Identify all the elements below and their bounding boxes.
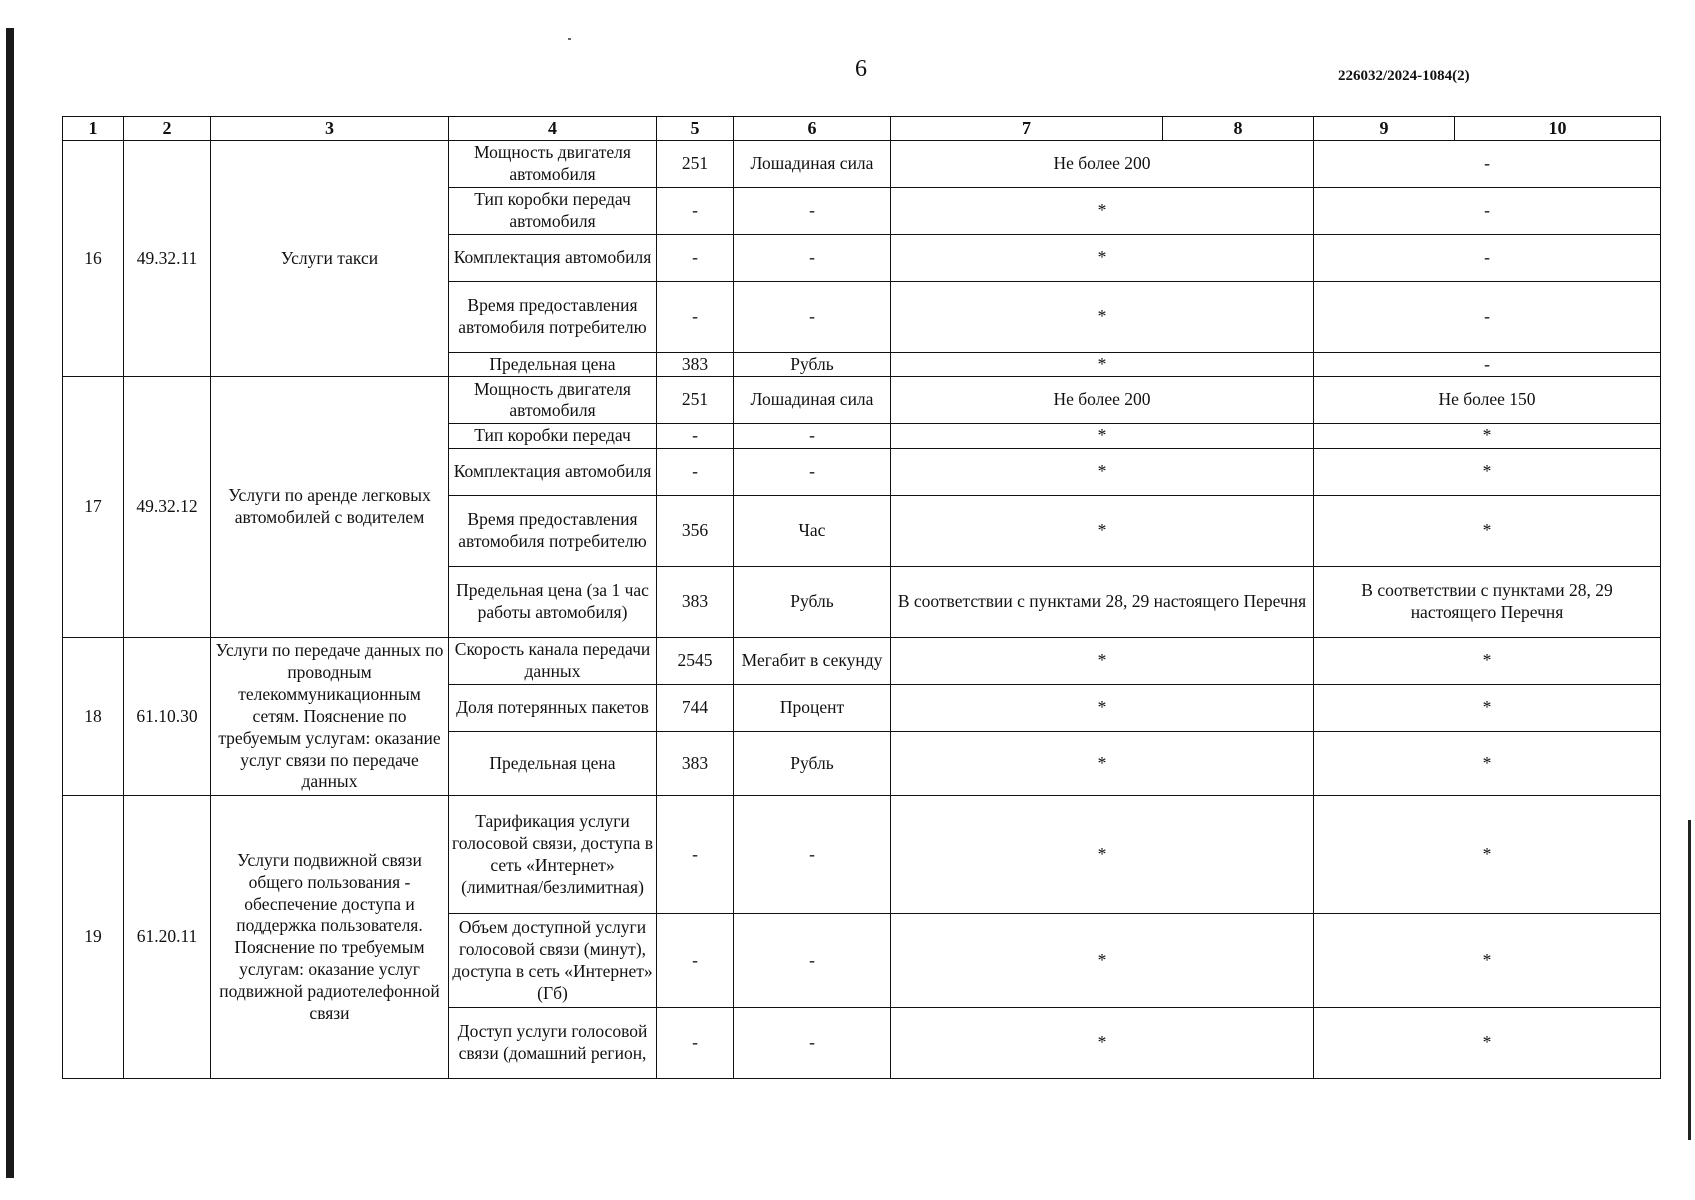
value-col9: * xyxy=(1314,424,1661,449)
column-number-row xyxy=(63,117,1661,141)
value-col9: - xyxy=(1314,187,1661,234)
page-number: 6 xyxy=(855,56,867,82)
characteristic: Объем доступной услуги голосовой связи (минут), доступа в сеть «Интернет» (Гб) xyxy=(449,914,657,1008)
row-number: 16 xyxy=(63,140,124,377)
row-number: 17 xyxy=(63,377,124,638)
value-col9: * xyxy=(1314,496,1661,567)
characteristic: Тип коробки передач автомобиля xyxy=(449,187,657,234)
column-number: 7 xyxy=(891,117,1163,141)
column-number: 1 xyxy=(63,117,124,141)
value-col7: * xyxy=(891,234,1314,281)
row-number: 19 xyxy=(63,796,124,1079)
characteristic: Мощность двигателя автомобиля xyxy=(449,140,657,187)
value-col7: * xyxy=(891,732,1314,796)
okei-code: - xyxy=(657,187,734,234)
value-col9: - xyxy=(1314,352,1661,377)
column-number: 10 xyxy=(1455,117,1661,141)
column-number: 5 xyxy=(657,117,734,141)
value-col9: * xyxy=(1314,732,1661,796)
column-number: 6 xyxy=(734,117,891,141)
okei-code: 251 xyxy=(657,377,734,424)
okei-code: 251 xyxy=(657,140,734,187)
value-col9: - xyxy=(1314,140,1661,187)
table-row xyxy=(63,796,1661,914)
unit-name: - xyxy=(734,424,891,449)
characteristic: Время предоставления автомобиля потребителю xyxy=(449,281,657,352)
value-col9: * xyxy=(1314,914,1661,1008)
column-number: 8 xyxy=(1163,117,1314,141)
unit-name: Час xyxy=(734,496,891,567)
unit-name: Рубль xyxy=(734,352,891,377)
unit-name: - xyxy=(734,281,891,352)
characteristic: Тарификация услуги голосовой связи, доступа в сеть «Интернет» (лимитная/безлимитная) xyxy=(449,796,657,914)
service-name: Услуги по передаче данных по проводным телекоммуникационным сетям. Пояснение по требуемым услугам: оказание услуг связи по передаче данных xyxy=(211,638,449,796)
value-col7: * xyxy=(891,449,1314,496)
value-col7: * xyxy=(891,638,1314,685)
okei-code: - xyxy=(657,281,734,352)
value-col7: В соответствии с пунктами 28, 29 настоящего Перечня xyxy=(891,567,1314,638)
okei-code: - xyxy=(657,796,734,914)
value-col7: * xyxy=(891,496,1314,567)
unit-name: Процент xyxy=(734,685,891,732)
value-col9: - xyxy=(1314,234,1661,281)
okei-code: 2545 xyxy=(657,638,734,685)
value-col9: Не более 150 xyxy=(1314,377,1661,424)
okpd-code: 61.20.11 xyxy=(124,796,211,1079)
row-number: 18 xyxy=(63,638,124,796)
characteristic: Скорость канала передачи данных xyxy=(449,638,657,685)
characteristic: Время предоставления автомобиля потребителю xyxy=(449,496,657,567)
characteristic: Мощность двигателя автомобиля xyxy=(449,377,657,424)
characteristic: Комплектация автомобиля xyxy=(449,449,657,496)
requirements-table xyxy=(62,116,1661,1079)
okei-code: - xyxy=(657,234,734,281)
unit-name: Лошадиная сила xyxy=(734,140,891,187)
column-number: 4 xyxy=(449,117,657,141)
table-row xyxy=(63,638,1661,685)
okpd-code: 49.32.11 xyxy=(124,140,211,377)
unit-name: - xyxy=(734,914,891,1008)
unit-name: Лошадиная сила xyxy=(734,377,891,424)
column-number: 3 xyxy=(211,117,449,141)
value-col7: * xyxy=(891,796,1314,914)
value-col7: * xyxy=(891,914,1314,1008)
okei-code: 744 xyxy=(657,685,734,732)
characteristic: Предельная цена xyxy=(449,732,657,796)
okpd-code: 49.32.12 xyxy=(124,377,211,638)
value-col9: - xyxy=(1314,281,1661,352)
value-col7: * xyxy=(891,352,1314,377)
okei-code: - xyxy=(657,424,734,449)
unit-name: Рубль xyxy=(734,567,891,638)
column-number: 9 xyxy=(1314,117,1455,141)
unit-name: - xyxy=(734,187,891,234)
service-name: Услуги по аренде легковых автомобилей с водителем xyxy=(211,377,449,638)
value-col9: В соответствии с пунктами 28, 29 настоящего Перечня xyxy=(1314,567,1661,638)
value-col9: * xyxy=(1314,1008,1661,1079)
service-name: Услуги подвижной связи общего пользования - обеспечение доступа и поддержка пользователя. Пояснение по требуемым услугам: оказание услуг подвижной радиотелефонной связи xyxy=(211,796,449,1079)
document-id: 226032/2024-1084(2) xyxy=(1338,68,1470,84)
okei-code: - xyxy=(657,914,734,1008)
okei-code: - xyxy=(657,449,734,496)
characteristic: Предельная цена (за 1 час работы автомобиля) xyxy=(449,567,657,638)
unit-name: Рубль xyxy=(734,732,891,796)
unit-name: Мегабит в секунду xyxy=(734,638,891,685)
value-col7: Не более 200 xyxy=(891,377,1314,424)
value-col9: * xyxy=(1314,449,1661,496)
scan-speck xyxy=(568,38,571,40)
unit-name: - xyxy=(734,1008,891,1079)
okei-code: 356 xyxy=(657,496,734,567)
table-row xyxy=(63,377,1661,424)
value-col9: * xyxy=(1314,638,1661,685)
okei-code: 383 xyxy=(657,732,734,796)
okpd-code: 61.10.30 xyxy=(124,638,211,796)
unit-name: - xyxy=(734,449,891,496)
value-col7: * xyxy=(891,187,1314,234)
value-col7: * xyxy=(891,281,1314,352)
value-col7: * xyxy=(891,685,1314,732)
value-col9: * xyxy=(1314,685,1661,732)
scan-edge-left xyxy=(6,28,14,1178)
characteristic: Комплектация автомобиля xyxy=(449,234,657,281)
characteristic: Предельная цена xyxy=(449,352,657,377)
value-col7: Не более 200 xyxy=(891,140,1314,187)
characteristic: Тип коробки передач xyxy=(449,424,657,449)
unit-name: - xyxy=(734,234,891,281)
okei-code: 383 xyxy=(657,352,734,377)
value-col9: * xyxy=(1314,796,1661,914)
characteristic: Доступ услуги голосовой связи (домашний регион, xyxy=(449,1008,657,1079)
okei-code: 383 xyxy=(657,567,734,638)
table-row xyxy=(63,140,1661,187)
value-col7: * xyxy=(891,424,1314,449)
unit-name: - xyxy=(734,796,891,914)
column-number: 2 xyxy=(124,117,211,141)
okei-code: - xyxy=(657,1008,734,1079)
service-name: Услуги такси xyxy=(211,140,449,377)
value-col7: * xyxy=(891,1008,1314,1079)
scan-edge-right xyxy=(1688,820,1691,1140)
characteristic: Доля потерянных пакетов xyxy=(449,685,657,732)
